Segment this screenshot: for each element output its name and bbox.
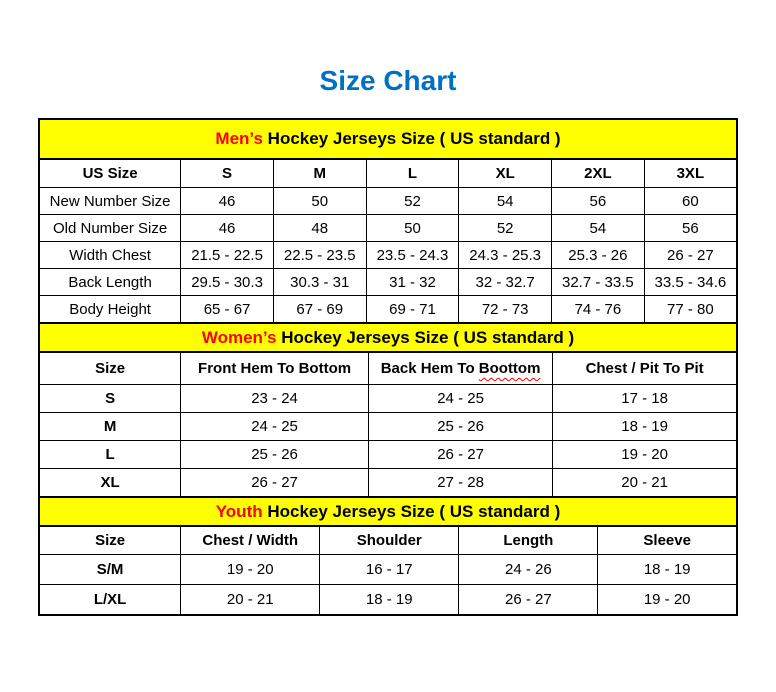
mens-band-accent-text: Men’s bbox=[215, 129, 263, 148]
youth-band-title-text: Hockey Jerseys Size ( US standard ) bbox=[262, 501, 561, 521]
cell-value: 19 - 20 bbox=[181, 555, 320, 585]
cell-value: 17 - 18 bbox=[553, 385, 737, 413]
cell-value: 67 - 69 bbox=[273, 296, 366, 324]
womens-band-cell bbox=[39, 323, 737, 352]
womens-col-header-size: Size bbox=[39, 352, 181, 385]
youth-header-row bbox=[39, 526, 737, 555]
cell-value: 46 bbox=[181, 188, 274, 215]
cell-value: 26 - 27 bbox=[368, 441, 552, 469]
row-label: Old Number Size bbox=[39, 215, 181, 242]
youth-row-lxl bbox=[39, 585, 737, 616]
cell-value: 18 - 19 bbox=[320, 585, 459, 616]
row-label: Width Chest bbox=[39, 242, 181, 269]
youth-col-header-length: Length bbox=[459, 526, 598, 555]
cell-value: 20 - 21 bbox=[181, 585, 320, 616]
cell-value: 22.5 - 23.5 bbox=[273, 242, 366, 269]
cell-value: 23.5 - 24.3 bbox=[366, 242, 459, 269]
mens-row-body-height bbox=[39, 296, 737, 324]
mens-band-cell bbox=[39, 119, 737, 159]
cell-value: 19 - 20 bbox=[598, 585, 737, 616]
row-label: S/M bbox=[39, 555, 181, 585]
cell-value: 33.5 - 34.6 bbox=[644, 269, 737, 296]
cell-value: 16 - 17 bbox=[320, 555, 459, 585]
cell-value: 25.3 - 26 bbox=[552, 242, 645, 269]
cell-value: 20 - 21 bbox=[553, 469, 737, 498]
cell-value: 19 - 20 bbox=[553, 441, 737, 469]
cell-value: 48 bbox=[273, 215, 366, 242]
cell-value: 52 bbox=[459, 215, 552, 242]
mens-band-title-text: Hockey Jerseys Size ( US standard ) bbox=[262, 129, 561, 148]
cell-value: 77 - 80 bbox=[644, 296, 737, 324]
cell-value: 32 - 32.7 bbox=[459, 269, 552, 296]
row-label: L bbox=[39, 441, 181, 469]
row-label: XL bbox=[39, 469, 181, 498]
womens-row-m bbox=[39, 413, 737, 441]
womens-col-header-chest-pit: Chest / Pit To Pit bbox=[553, 352, 737, 385]
womens-band-accent-text: Women’s bbox=[201, 327, 277, 347]
row-label: New Number Size bbox=[39, 188, 181, 215]
womens-col-header-back-hem bbox=[368, 352, 552, 385]
cell-value: 72 - 73 bbox=[459, 296, 552, 324]
cell-value: 54 bbox=[552, 215, 645, 242]
cell-value: 18 - 19 bbox=[553, 413, 737, 441]
youth-col-header-size: Size bbox=[39, 526, 181, 555]
mens-col-header-3xl: 3XL bbox=[644, 159, 737, 188]
womens-band-title-text: Hockey Jerseys Size ( US standard ) bbox=[276, 327, 575, 347]
youth-col-header-chest-width: Chest / Width bbox=[181, 526, 320, 555]
womens-col-header-front-hem: Front Hem To Bottom bbox=[181, 352, 369, 385]
cell-value: 25 - 26 bbox=[181, 441, 369, 469]
womens-row-l bbox=[39, 441, 737, 469]
mens-size-table bbox=[38, 118, 738, 324]
cell-value: 24 - 25 bbox=[181, 413, 369, 441]
mens-col-header-m: M bbox=[273, 159, 366, 188]
mens-row-back-length bbox=[39, 269, 737, 296]
row-label: S bbox=[39, 385, 181, 413]
mens-col-header-l: L bbox=[366, 159, 459, 188]
womens-section-band bbox=[39, 323, 737, 352]
womens-size-table bbox=[38, 322, 738, 498]
cell-value: 24 - 26 bbox=[459, 555, 598, 585]
cell-value: 46 bbox=[181, 215, 274, 242]
cell-value: 18 - 19 bbox=[598, 555, 737, 585]
cell-value: 74 - 76 bbox=[552, 296, 645, 324]
cell-value: 21.5 - 22.5 bbox=[181, 242, 274, 269]
cell-value: 56 bbox=[644, 215, 737, 242]
cell-value: 69 - 71 bbox=[366, 296, 459, 324]
mens-row-width-chest bbox=[39, 242, 737, 269]
cell-value: 52 bbox=[366, 188, 459, 215]
cell-value: 32.7 - 33.5 bbox=[552, 269, 645, 296]
cell-value: 27 - 28 bbox=[368, 469, 552, 498]
cell-value: 50 bbox=[366, 215, 459, 242]
cell-value: 23 - 24 bbox=[181, 385, 369, 413]
cell-value: 26 - 27 bbox=[181, 469, 369, 498]
row-label: M bbox=[39, 413, 181, 441]
mens-col-header-s: S bbox=[181, 159, 274, 188]
cell-value: 54 bbox=[459, 188, 552, 215]
youth-band-accent-text: Youth bbox=[215, 501, 263, 521]
womens-header-row bbox=[39, 352, 737, 385]
youth-band-cell bbox=[39, 497, 737, 526]
womens-row-xl bbox=[39, 469, 737, 498]
cell-value: 30.3 - 31 bbox=[273, 269, 366, 296]
cell-value: 31 - 32 bbox=[366, 269, 459, 296]
row-label: L/XL bbox=[39, 585, 181, 616]
cell-value: 60 bbox=[644, 188, 737, 215]
size-chart-tables bbox=[38, 118, 738, 616]
cell-value: 29.5 - 30.3 bbox=[181, 269, 274, 296]
cell-value: 26 - 27 bbox=[644, 242, 737, 269]
cell-value: 26 - 27 bbox=[459, 585, 598, 616]
mens-header-row bbox=[39, 159, 737, 188]
youth-col-header-shoulder: Shoulder bbox=[320, 526, 459, 555]
row-label: Body Height bbox=[39, 296, 181, 324]
mens-col-header-us-size: US Size bbox=[39, 159, 181, 188]
row-label: Back Length bbox=[39, 269, 181, 296]
cell-value: 24 - 25 bbox=[368, 385, 552, 413]
mens-row-old-number-size bbox=[39, 215, 737, 242]
mens-section-band bbox=[39, 119, 737, 159]
womens-row-s bbox=[39, 385, 737, 413]
youth-col-header-sleeve: Sleeve bbox=[598, 526, 737, 555]
mens-col-header-xl: XL bbox=[459, 159, 552, 188]
cell-value: 65 - 67 bbox=[181, 296, 274, 324]
cell-value: 50 bbox=[273, 188, 366, 215]
cell-value: 25 - 26 bbox=[368, 413, 552, 441]
mens-col-header-2xl: 2XL bbox=[552, 159, 645, 188]
cell-value: 24.3 - 25.3 bbox=[459, 242, 552, 269]
youth-row-sm bbox=[39, 555, 737, 585]
cell-value: 56 bbox=[552, 188, 645, 215]
youth-section-band bbox=[39, 497, 737, 526]
youth-size-table bbox=[38, 496, 738, 616]
mens-row-new-number-size bbox=[39, 188, 737, 215]
page-title: Size Chart bbox=[319, 65, 457, 96]
spellcheck-wavy-underline-text: Boottom bbox=[478, 360, 541, 377]
back-hem-label-text: Back Hem To bbox=[380, 360, 479, 377]
